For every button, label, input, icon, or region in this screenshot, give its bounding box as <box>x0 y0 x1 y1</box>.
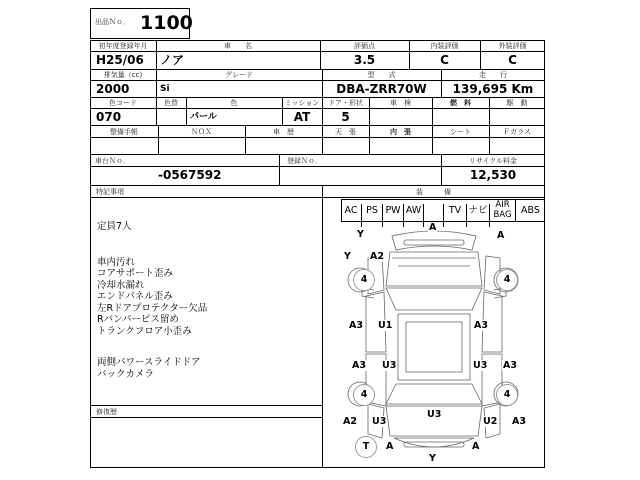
note-line: 両側パワースライドドア <box>97 357 201 368</box>
car-condition-diagram <box>322 222 545 468</box>
equipment-item: ABS <box>521 205 540 216</box>
repair-history-label: 修復歴 <box>96 408 117 416</box>
score-value: 3.5 <box>353 53 376 67</box>
color-value: パール <box>190 112 217 122</box>
note-line: コアサポート歪み <box>97 268 174 279</box>
color-code-value: 070 <box>96 110 122 124</box>
interior-grade-value: C <box>440 53 449 67</box>
equipment-label: 装 備 <box>416 188 451 196</box>
damage-mark: Y <box>429 453 436 464</box>
mileage-label: 走 行 <box>479 71 507 79</box>
note-line: 冷却水漏れ <box>97 280 145 291</box>
interior-grade-label: 内装評価 <box>430 42 459 50</box>
recycle-fee-value: 12,530 <box>469 168 517 182</box>
damage-mark: T <box>355 436 377 458</box>
note-line: エンドパネル歪み <box>97 291 173 302</box>
note-line: 左Rドアプロテクター欠品 <box>97 303 208 314</box>
doors-value: 5 <box>341 110 350 124</box>
note-line: トランクフロア小歪み <box>97 326 192 337</box>
model-code-value: DBA-ZRR70W <box>336 82 427 96</box>
note-line: バックカメラ <box>97 369 155 380</box>
note-line: 定員7人 <box>97 221 132 232</box>
chassis-number-value: -0567592 <box>158 168 222 182</box>
drive-label: 駆 動 <box>506 99 528 107</box>
damage-mark: A2 <box>343 416 357 427</box>
model-code-label: 型 式 <box>367 71 396 79</box>
damage-mark: 4 <box>353 384 375 406</box>
model-name-label: 車 名 <box>224 42 252 50</box>
inspection-label: 車 検 <box>390 99 411 107</box>
score-label: 評価点 <box>354 42 375 50</box>
maintenance-record-label: 整備手帳 <box>110 128 138 136</box>
damage-mark: U3 <box>372 416 387 427</box>
registration-number-label: 登録Ｎｏ． <box>287 157 322 165</box>
equipment-item: TV <box>444 204 467 227</box>
transmission-value: AT <box>293 110 311 124</box>
equipment-item: PS <box>362 204 383 227</box>
equipment-item: AW <box>404 204 424 227</box>
note-line: Rバンパービス留め <box>97 314 179 325</box>
equipment-item: AC <box>341 204 362 227</box>
grade-value: Si <box>160 84 170 94</box>
displacement-label: 排気量（cc) <box>103 71 143 79</box>
interior-trim-label: 内 張 <box>390 128 411 136</box>
damage-mark: A <box>429 222 437 233</box>
color-change-label: 色替 <box>164 99 178 107</box>
equipment-item: AIR BAG <box>490 200 516 222</box>
front-glass-label: Ｆガラス <box>503 128 531 136</box>
grade-label: グレード <box>225 71 253 79</box>
special-notes-label: 特記事項 <box>96 188 124 196</box>
damage-mark: U3 <box>382 360 397 371</box>
chassis-number-label: 車台Ｎｏ． <box>95 157 130 165</box>
damage-mark: Y <box>357 229 364 240</box>
damage-mark: A2 <box>370 251 384 262</box>
mileage-value: 139,695 Km <box>452 82 534 96</box>
model-name-value: ノア <box>160 53 185 67</box>
damage-mark: Y <box>344 251 351 262</box>
first-registration-label: 初年度登録年月 <box>98 42 148 50</box>
equipment-item: PW <box>383 204 404 227</box>
lot-number-label: 出品Ｎｏ． <box>95 18 130 26</box>
damage-mark: A3 <box>503 360 517 371</box>
damage-mark: A <box>497 230 505 241</box>
note-line: 車内汚れ <box>97 257 136 268</box>
equipment-item: ナビ <box>467 204 490 227</box>
headliner-label: 天 張 <box>335 128 356 136</box>
lot-number-value: 1100 <box>140 12 193 34</box>
doors-label: ドア・形状 <box>328 99 363 107</box>
color-label: 色 <box>230 99 238 107</box>
recycle-fee-label: リサイクル料金 <box>468 157 518 165</box>
vehicle-history-label: 車 歴 <box>273 128 294 136</box>
damage-mark: 4 <box>496 384 518 406</box>
exterior-grade-value: C <box>508 53 517 67</box>
damage-mark: 4 <box>353 269 375 291</box>
damage-mark: U3 <box>427 409 442 420</box>
damage-mark: A3 <box>474 320 488 331</box>
damage-mark: U3 <box>473 360 488 371</box>
color-code-label: 色コード <box>109 99 137 107</box>
damage-mark: A <box>472 441 480 452</box>
damage-mark: A3 <box>512 416 526 427</box>
damage-mark: A <box>386 441 394 452</box>
damage-mark: A3 <box>352 360 366 371</box>
fuel-label: 燃 料 <box>450 99 471 107</box>
nox-label: ＮＯＸ <box>191 128 212 136</box>
seat-label: シート <box>450 128 471 136</box>
exterior-grade-label: 外装評価 <box>498 42 527 50</box>
damage-mark: 4 <box>496 269 518 291</box>
displacement-value: 2000 <box>96 82 130 96</box>
damage-mark: A3 <box>349 320 363 331</box>
damage-mark: U2 <box>483 416 498 427</box>
transmission-label: ミッション <box>284 99 320 107</box>
damage-mark: U1 <box>378 320 393 331</box>
first-registration-value: H25/06 <box>96 53 144 67</box>
